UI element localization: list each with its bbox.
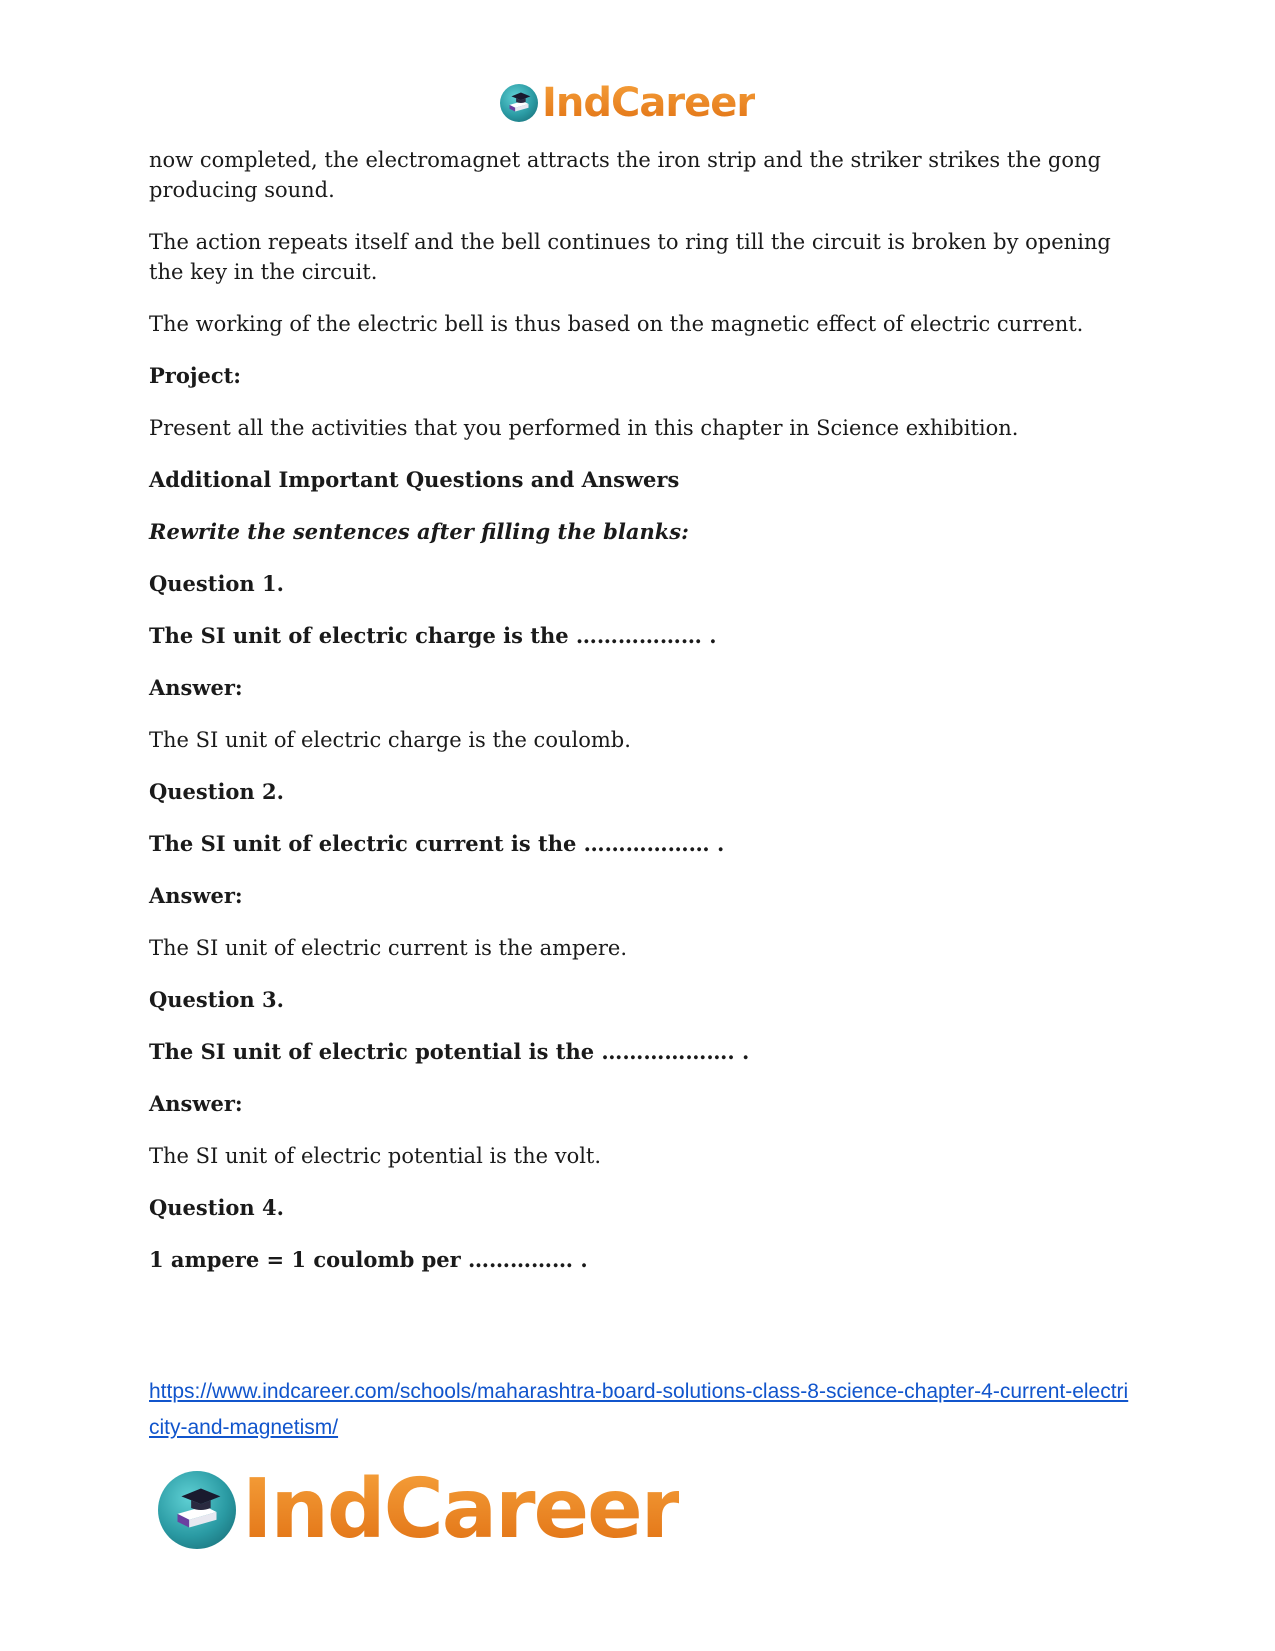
question-text: 1 ampere = 1 coulomb per …………… . xyxy=(149,1247,588,1272)
graduation-cap-book-icon xyxy=(158,1471,236,1549)
footer-logo xyxy=(158,1462,679,1557)
question-text: The SI unit of electric current is the ……………… . xyxy=(149,831,725,856)
paragraph: Present all the activities that you performed in this chapter in Science exhibition. xyxy=(149,416,1019,440)
question-label: Question 4. xyxy=(149,1195,284,1220)
source-link[interactable]: https://www.indcareer.com/schools/maharashtra-board-solutions-class-8-science-chapter-4-current-electricity-and-magnetism/ xyxy=(149,1380,1129,1439)
answer-text: The SI unit of electric charge is the coulomb. xyxy=(149,728,631,752)
brand-name: IndCareer xyxy=(542,80,756,126)
question-label: Question 2. xyxy=(149,779,284,804)
graduation-cap-book-icon xyxy=(500,84,538,122)
answer-label: Answer: xyxy=(149,883,243,908)
document-body xyxy=(149,145,1129,1297)
question-text: The SI unit of electric charge is the ……………… . xyxy=(149,623,717,648)
question-label: Question 3. xyxy=(149,987,284,1012)
answer-label: Answer: xyxy=(149,675,243,700)
answer-label: Answer: xyxy=(149,1091,243,1116)
section-heading: Project: xyxy=(149,363,242,388)
section-heading: Additional Important Questions and Answers xyxy=(149,467,680,492)
instruction-heading: Rewrite the sentences after filling the blanks: xyxy=(149,519,689,544)
brand-name: IndCareer xyxy=(242,1462,680,1557)
paragraph: The action repeats itself and the bell continues to ring till the circuit is broken by opening the key in the circuit. xyxy=(149,230,1111,284)
header-logo xyxy=(500,78,755,128)
paragraph: The working of the electric bell is thus based on the magnetic effect of electric current. xyxy=(149,312,1084,336)
question-label: Question 1. xyxy=(149,571,284,596)
question-text: The SI unit of electric potential is the ………………. . xyxy=(149,1039,750,1064)
paragraph: now completed, the electromagnet attracts the iron strip and the striker strikes the gong producing sound. xyxy=(149,148,1101,202)
answer-text: The SI unit of electric current is the ampere. xyxy=(149,936,628,960)
answer-text: The SI unit of electric potential is the volt. xyxy=(149,1144,602,1168)
